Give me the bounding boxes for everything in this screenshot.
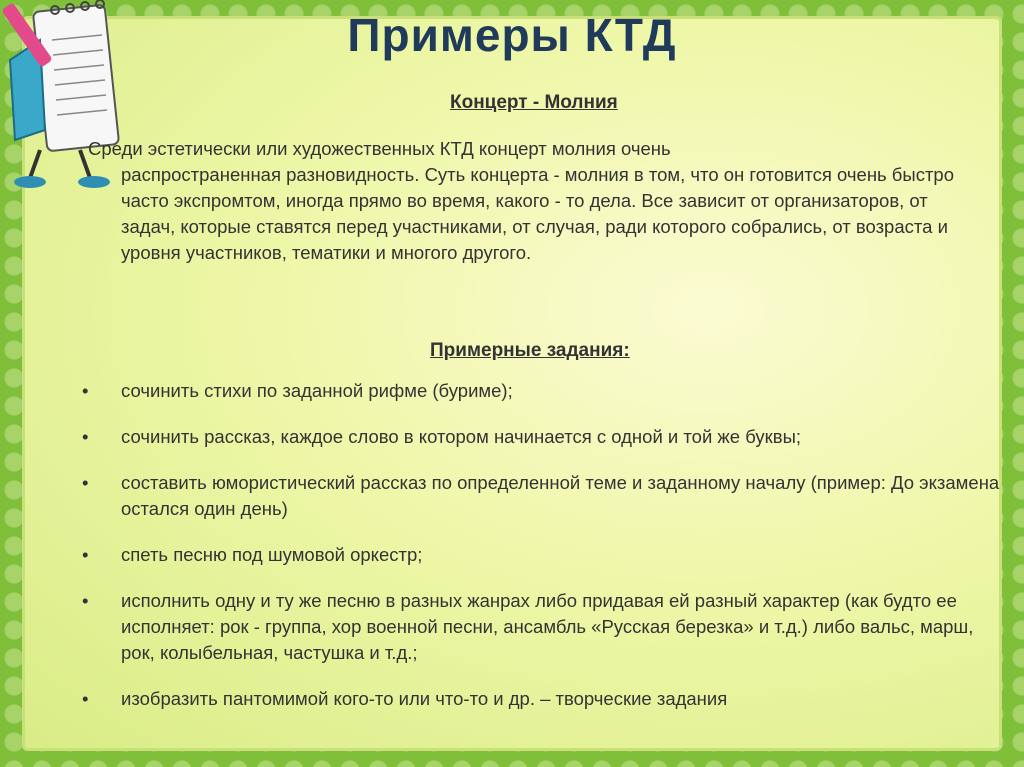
bullet-icon: • xyxy=(82,426,89,447)
list-item xyxy=(80,542,1010,568)
intro-first-line: Среди эстетически или художественных КТД концерт молния очень xyxy=(88,138,671,159)
list-item-text: спеть песню под шумовой оркестр; xyxy=(121,544,423,565)
list-item-text: сочинить рассказ, каждое слово в котором начинается с одной и той же буквы; xyxy=(121,426,802,447)
bullet-icon: • xyxy=(82,688,89,709)
tasks-heading: Примерные задания: xyxy=(430,340,630,361)
intro-paragraph xyxy=(88,136,968,266)
section-subtitle: Концерт - Молния xyxy=(450,92,618,113)
bullet-icon: • xyxy=(82,472,89,493)
list-item xyxy=(80,686,1010,712)
list-item-text: изобразить пантомимой кого-то или что-то и др. – творческие задания xyxy=(121,688,728,709)
list-item-text: составить юмористический рассказ по определенной теме и заданному началу (пример: До экзамена остался один день) xyxy=(121,472,1000,519)
page-title: Примеры КТД xyxy=(347,9,677,61)
bullet-icon: • xyxy=(82,380,89,401)
list-item-text: сочинить стихи по заданной рифме (буриме); xyxy=(121,380,513,401)
list-item-text: исполнить одну и ту же песню в разных жанрах либо придавая ей разный характер (как будто ее исполняет: рок - группа, хор военной песни, ансамбль «Русская березка» и т.д.) либо вальс, марш, рок, колыбельная, частушка и т.д.; xyxy=(121,590,974,663)
bullet-icon: • xyxy=(82,544,89,565)
tasks-list xyxy=(80,378,1010,732)
intro-rest: распространенная разновидность. Суть концерта - молния в том, что он готовится очень быстро часто экспромтом, иногда прямо во время, какого - то дела. Все зависит от организаторов, от задач, которые ставятся перед участниками, от случая, ради которого собрались, от возраста и уровня участников, тематики и многого другого. xyxy=(121,164,955,263)
list-item xyxy=(80,424,1010,450)
bullet-icon: • xyxy=(82,590,89,611)
list-item xyxy=(80,470,1010,522)
list-item xyxy=(80,378,1010,404)
list-item xyxy=(80,588,1010,666)
